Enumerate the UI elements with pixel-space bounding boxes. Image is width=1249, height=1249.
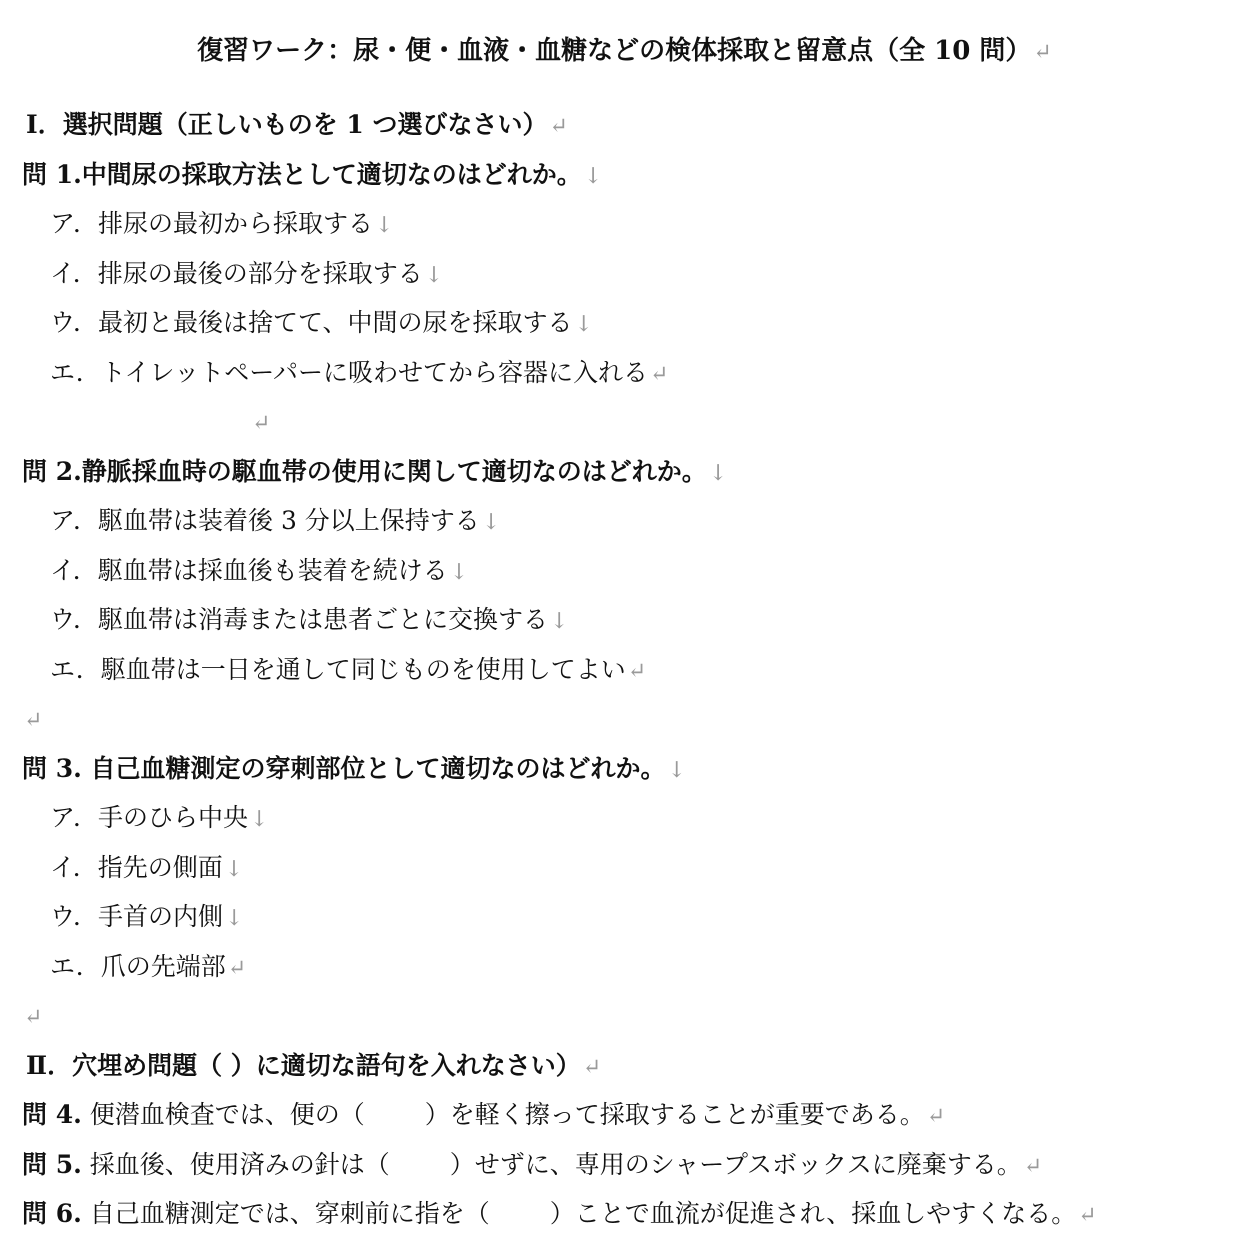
question-3-option-i <box>22 843 1249 893</box>
question-1-option-u <box>22 298 1249 348</box>
line-break-mark: ↓ <box>550 609 569 634</box>
section-1-heading-text: Ⅰ．選択問題（正しいものを 1 つ選びなさい） <box>26 110 548 139</box>
option-text: ア．手のひら中央 <box>50 803 249 832</box>
line-break-mark: ↓ <box>449 559 469 585</box>
line-break-mark: ↓ <box>667 757 686 783</box>
question-3-option-e <box>22 942 1249 992</box>
question-1-option-a <box>22 199 1249 249</box>
paragraph-mark: ↵ <box>24 1005 43 1030</box>
paragraph-mark: ↵ <box>650 361 669 387</box>
section-1-heading <box>22 100 1249 150</box>
question-1-text: 問 1.中間尿の採取方法として適切なのはどれか。 <box>22 159 582 189</box>
option-text: エ．爪の先端部 <box>50 951 226 981</box>
paragraph-mark: ↵ <box>1078 1203 1097 1228</box>
question-4 <box>22 1090 1249 1140</box>
question-6-number: 問 6. <box>22 1199 82 1228</box>
option-text: ウ．駆血帯は消毒または患者ごとに交換する <box>50 605 549 634</box>
question-2 <box>22 447 1249 497</box>
option-text: ウ．手首の内側 <box>50 902 224 931</box>
question-5-before-blank: 採血後、使用済みの針は（ <box>89 1149 390 1179</box>
empty-paragraph <box>22 397 1249 447</box>
line-break-mark: ↓ <box>481 510 501 535</box>
paragraph-mark: ↵ <box>926 1104 946 1129</box>
question-5 <box>22 1140 1249 1190</box>
line-break-mark: ↓ <box>583 163 603 189</box>
empty-paragraph <box>22 694 1249 744</box>
question-4-after-blank: ）を軽く擦って採取することが重要である。 <box>424 1100 925 1129</box>
question-2-option-u <box>22 595 1249 645</box>
option-text: ウ．最初と最後は捨てて、中間の尿を採取する <box>50 308 573 337</box>
option-text: エ．駆血帯は一日を通して同じものを使用してよい <box>50 654 626 684</box>
worksheet-title-text: 復習ワーク：尿・便・血液・血糖などの検体採取と留意点（全 10 問） <box>197 36 1032 66</box>
question-2-text: 問 2.静脈採血時の駆血帯の使用に関して適切なのはどれか。 <box>22 456 707 486</box>
empty-paragraph <box>22 991 1249 1041</box>
question-2-option-a <box>22 496 1249 546</box>
question-6-after-blank: ）ことで血流が促進され、採血しやすくなる。 <box>549 1199 1077 1228</box>
question-3-option-u <box>22 892 1249 942</box>
paragraph-mark: ↵ <box>627 658 647 684</box>
paragraph-mark: ↵ <box>549 114 568 139</box>
question-2-option-i <box>22 546 1249 596</box>
option-text: イ．駆血帯は採血後も装着を続ける <box>50 555 448 585</box>
paragraph-mark: ↵ <box>582 1054 602 1080</box>
line-break-mark: ↓ <box>375 213 394 238</box>
paragraph-mark: ↵ <box>24 708 43 733</box>
paragraph-mark: ↵ <box>1023 1153 1043 1179</box>
question-1 <box>22 150 1249 200</box>
question-5-number: 問 5. <box>22 1149 82 1179</box>
line-break-mark: ↓ <box>424 262 444 288</box>
paragraph-mark: ↵ <box>1033 40 1052 65</box>
question-1-option-i <box>22 249 1249 299</box>
question-1-option-e <box>22 348 1249 398</box>
worksheet-title <box>22 26 1249 76</box>
option-text: エ．トイレットペーパーに吸わせてから容器に入れる <box>50 357 649 387</box>
option-text: ア．排尿の最初から採取する <box>50 209 374 238</box>
line-break-mark: ↓ <box>250 807 269 832</box>
option-text: ア．駆血帯は装着後 3 分以上保持する <box>50 506 480 535</box>
question-3 <box>22 744 1249 794</box>
question-4-number: 問 4. <box>22 1100 82 1129</box>
line-break-mark: ↓ <box>574 312 593 337</box>
question-5-after-blank: ）せずに、専用のシャープスボックスに廃棄する。 <box>449 1149 1022 1179</box>
option-text: イ．指先の側面 <box>50 852 223 882</box>
section-2-heading-text: Ⅱ．穴埋め問題（ ）に適切な語句を入れなさい） <box>26 1050 581 1080</box>
option-text: イ．排尿の最後の部分を採取する <box>50 258 423 288</box>
question-2-option-e <box>22 645 1249 695</box>
line-break-mark: ↓ <box>225 906 244 931</box>
question-6-before-blank: 自己血糖測定では、穿刺前に指を（ <box>89 1199 490 1228</box>
line-break-mark: ↓ <box>708 460 728 486</box>
question-3-text: 問 3. 自己血糖測定の穿刺部位として適切なのはどれか。 <box>22 753 666 783</box>
line-break-mark: ↓ <box>224 856 244 882</box>
paragraph-mark: ↵ <box>227 955 247 981</box>
question-4-before-blank: 便潜血検査では、便の（ <box>89 1100 365 1129</box>
question-3-option-a <box>22 793 1249 843</box>
question-6 <box>22 1189 1249 1239</box>
section-2-heading <box>22 1041 1249 1091</box>
paragraph-mark: ↵ <box>252 411 271 436</box>
